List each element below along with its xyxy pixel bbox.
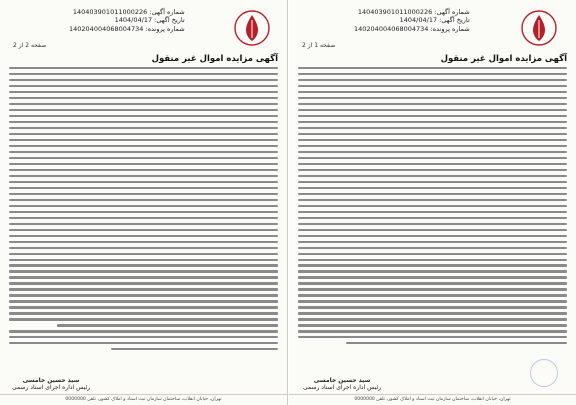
notice-body xyxy=(298,67,567,385)
page-header xyxy=(9,6,278,52)
stamp-seal xyxy=(530,359,558,387)
notice-meta xyxy=(69,8,185,33)
notice-date-label: تاریخ آگهی: xyxy=(154,16,185,25)
page-header xyxy=(298,6,567,52)
file-number-label: شماره پرونده: xyxy=(430,24,470,33)
page-number: صفحه 1 از 2 xyxy=(302,42,336,49)
notice-title: آگهی مزایده اموال غیر منقول xyxy=(440,54,567,64)
signature-block xyxy=(12,377,90,391)
notice-number-label: شماره آگهی: xyxy=(149,8,185,16)
notice-date-value: 1404/04/17 xyxy=(114,16,153,25)
file-number-label: شماره پرونده: xyxy=(145,24,185,33)
notice-body xyxy=(9,67,278,385)
page-1 xyxy=(288,0,576,405)
file-number-value: 140204004068004734 xyxy=(354,24,429,33)
signatory-role: رئیس اداره اجرای اسناد رسمی xyxy=(12,384,91,391)
notice-number-value: 140403901011000226 xyxy=(72,8,148,16)
signatory-role: رئیس اداره اجرای اسناد رسمی xyxy=(303,384,382,391)
notice-meta xyxy=(354,8,470,33)
page-footer: تهران، خیابان انقلاب، ساختمان سازمان ثبت اسناد و املاک کشور، تلفن 0000000 xyxy=(289,394,576,405)
notice-title: آگهی مزایده اموال غیر منقول xyxy=(151,54,278,64)
file-number-value: 140204004068004734 xyxy=(69,24,144,33)
iran-emblem-icon xyxy=(232,8,272,48)
signatory-name: سید حسین خامسی xyxy=(22,377,80,384)
page-footer: تهران، خیابان انقلاب، ساختمان سازمان ثبت اسناد و املاک کشور، تلفن 0000000 xyxy=(0,394,287,405)
page-number: صفحه 2 از 2 xyxy=(13,42,47,49)
notice-date-label: تاریخ آگهی: xyxy=(439,16,470,25)
notice-number-value: 140403901011000226 xyxy=(357,8,433,16)
iran-emblem-icon xyxy=(519,8,559,48)
notice-date-value: 1404/04/17 xyxy=(399,16,438,25)
notice-number-label: شماره آگهی: xyxy=(434,8,470,16)
signatory-name: سید حسین خامسی xyxy=(313,377,371,384)
signature-block xyxy=(303,377,381,391)
